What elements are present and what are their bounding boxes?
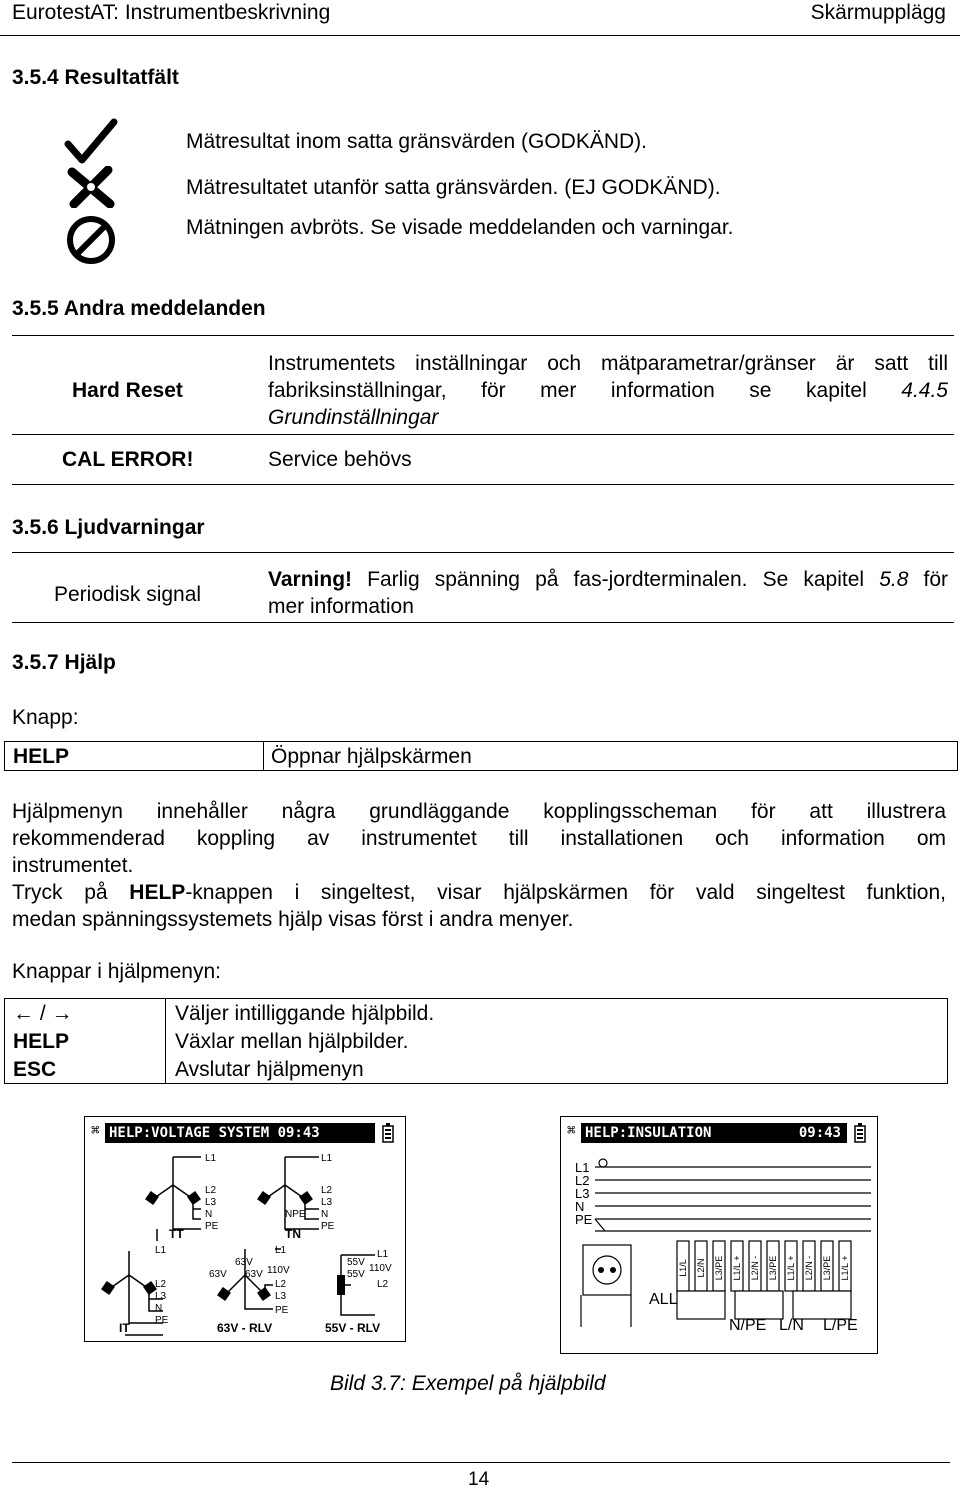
help-screen-insulation [560, 1116, 878, 1354]
probe-label: L2/N [696, 1258, 706, 1278]
insulation-screen-title: HELP:INSULATION [585, 1125, 712, 1141]
probe-lpe-label: L/PE [823, 1317, 858, 1334]
tn-l3: L3 [321, 1197, 333, 1208]
probe-npe-label: N/PE [729, 1317, 767, 1334]
hard-reset-line2-text: fabriksinställningar, för mer information se kapitel [268, 379, 902, 402]
para2-text-b: -knappen i singeltest, visar hjälpskärmen för vald singeltest funktion, [185, 881, 946, 904]
periodic-line1 [268, 566, 948, 593]
line-l1: L1 [575, 1160, 590, 1175]
para1-line2: rekommenderad koppling av instrumentet till installationen och information om [12, 827, 946, 850]
para1-line1: Hjälpmenyn innehåller några grundläggande kopplingsscheman för att illustrera [12, 800, 946, 823]
periodic-signal-description [268, 566, 948, 620]
page-number: 14 [468, 1469, 490, 1488]
para2-line2: medan spänningssystemets hjälp visas först i andra menyer. [12, 908, 574, 931]
section-heading-357: 3.5.7 Hjälp [12, 651, 116, 674]
tt-l2: L2 [205, 1185, 217, 1196]
voltage-screen-titlebar [105, 1123, 375, 1143]
key-table [4, 741, 958, 771]
warning-text: Farlig spänning på fas-jordterminalen. Se kapitel [352, 568, 880, 591]
tn-n: N [321, 1209, 329, 1220]
esc-key-description: Avslutar hjälpmenyn [175, 1058, 364, 1081]
voltage-screen-title: HELP:VOLTAGE SYSTEM 09:43 [109, 1125, 320, 1141]
tn-l1: L1 [321, 1153, 333, 1164]
line-n: N [575, 1199, 585, 1214]
probe-label: L3/PE [768, 1255, 778, 1281]
table-divider [263, 742, 264, 770]
hard-reset-ref-title: Grundinställningar [268, 406, 439, 429]
table-rule [12, 622, 954, 623]
rlv55-label: 55V - RLV [325, 1321, 381, 1335]
section-heading-354: 3.5.4 Resultatfält [12, 66, 179, 89]
table-rule [12, 434, 954, 435]
page-header [0, 0, 960, 36]
esc-key: ESC [13, 1058, 57, 1081]
help-key: HELP [13, 1030, 70, 1053]
help-screen-icon: ⌘ [567, 1123, 576, 1139]
prohibited-icon [64, 214, 118, 266]
tn-label: TN [285, 1227, 301, 1241]
para2-key: HELP [129, 881, 186, 904]
rlv55-55v-a: 55V [347, 1257, 365, 1268]
rlv63-63v-b: 63V [209, 1269, 227, 1280]
probe-all-label: ALL [649, 1291, 678, 1308]
hard-reset-description [268, 350, 948, 431]
header-title: EurotestAT: Instrumentbeskrivning [12, 1, 331, 24]
help-screen-voltage-system [84, 1116, 406, 1342]
tt-label: TT [169, 1227, 184, 1241]
cross-icon [66, 166, 116, 208]
key-help-description: Öppnar hjälpskärmen [271, 745, 472, 768]
section-heading-356: 3.5.6 Ljudvarningar [12, 516, 205, 539]
header-section: Skärmupplägg [810, 1, 946, 24]
key-help: HELP [13, 745, 70, 768]
probe-label: L1/L + [732, 1255, 742, 1281]
probe-label: L1/L + [786, 1255, 796, 1281]
rlv63-pe: PE [275, 1305, 289, 1316]
para2-line1 [12, 879, 946, 906]
rlv63-63v-c: 63V [245, 1269, 263, 1280]
figure-caption: Bild 3.7: Exempel på hjälpbild [330, 1372, 606, 1395]
table-divider [165, 999, 166, 1083]
it-n: N [155, 1303, 163, 1314]
para1-line3: instrumentet. [12, 854, 134, 877]
term-hard-reset: Hard Reset [72, 379, 183, 402]
rlv63-110v: 110V [267, 1265, 290, 1276]
help-screen-icon: ⌘ [91, 1123, 100, 1139]
rlv55-l2: L2 [377, 1279, 389, 1290]
hard-reset-line1: Instrumentets inställningar och mätparametrar/gränser är satt till [268, 352, 948, 375]
table-rule [12, 484, 954, 485]
it-l1: L1 [155, 1245, 167, 1256]
warning-text-end: för [908, 568, 949, 591]
tt-l3: L3 [205, 1197, 217, 1208]
probe-ln-label: L/N [779, 1317, 804, 1334]
voltage-system-diagrams [85, 1145, 405, 1341]
help-paragraph-1 [12, 798, 946, 933]
it-l2: L2 [155, 1279, 167, 1290]
chapter-ref-58: 5.8 [879, 568, 909, 591]
line-l2: L2 [575, 1173, 590, 1188]
term-cal-error: CAL ERROR! [62, 448, 194, 471]
knapp-label: Knapp: [12, 706, 79, 729]
it-label: IT [119, 1321, 130, 1335]
result-aborted-text: Mätningen avbröts. Se visade meddelanden och varningar. [186, 216, 734, 239]
tt-l1: L1 [205, 1153, 217, 1164]
periodic-line2: mer information [268, 595, 414, 618]
line-l3: L3 [575, 1186, 590, 1201]
table-rule [12, 552, 954, 553]
cal-error-description: Service behövs [268, 448, 412, 471]
rlv55-l1: L1 [377, 1249, 389, 1260]
rlv55-110v: 110V [369, 1263, 392, 1274]
section-heading-355: 3.5.5 Andra meddelanden [12, 297, 266, 320]
rlv63-63v-a: 63V [235, 1257, 253, 1268]
probe-label: L3/PE [714, 1255, 724, 1281]
result-fail-text: Mätresultatet utanför satta gränsvärden. (EJ GODKÄND). [186, 176, 721, 199]
tt-n: N [205, 1209, 213, 1220]
tn-pe: PE [321, 1221, 335, 1232]
hard-reset-line2 [268, 377, 948, 404]
probe-label: L1/L [678, 1259, 688, 1277]
tt-pe: PE [205, 1221, 219, 1232]
result-pass-text: Mätresultat inom satta gränsvärden (GODKÄND). [186, 130, 647, 153]
it-l3: L3 [155, 1291, 167, 1302]
check-icon [64, 118, 118, 164]
chapter-ref-445: 4.4.5 [901, 379, 948, 402]
probe-label: L3/PE [822, 1255, 832, 1281]
insulation-screen-titlebar [581, 1123, 847, 1143]
para2-text-a: Tryck på [12, 881, 130, 904]
help-key-description: Växlar mellan hjälpbilder. [175, 1030, 409, 1053]
tn-npe: NPE [285, 1209, 306, 1220]
term-periodic-signal: Periodisk signal [54, 583, 202, 606]
table-rule [12, 335, 954, 336]
rlv63-l2: L2 [275, 1279, 287, 1290]
rlv63-l1: L1 [275, 1245, 287, 1256]
probe-label: L1/L + [840, 1255, 850, 1281]
rlv63-l3: L3 [275, 1291, 287, 1302]
probe-label: L2/N - [804, 1255, 814, 1281]
battery-icon [381, 1123, 395, 1143]
help-keys-table [4, 998, 948, 1084]
battery-icon [853, 1123, 867, 1143]
probe-label: L2/N - [750, 1255, 760, 1281]
tn-l2: L2 [321, 1185, 333, 1196]
insulation-screen-time: 09:43 [798, 1125, 841, 1141]
arrow-keys-description: Väljer intilliggande hjälpbild. [175, 1002, 435, 1025]
rlv55-55v-b: 55V [347, 1269, 365, 1280]
warning-label: Varning! [268, 568, 353, 591]
arrow-keys: ← / → [13, 1002, 73, 1025]
line-pe: PE [575, 1212, 593, 1227]
rlv63-label: 63V - RLV [217, 1321, 273, 1335]
it-pe: PE [155, 1315, 169, 1326]
footer-rule [12, 1462, 950, 1463]
help-keys-label: Knappar i hjälpmenyn: [12, 960, 221, 983]
